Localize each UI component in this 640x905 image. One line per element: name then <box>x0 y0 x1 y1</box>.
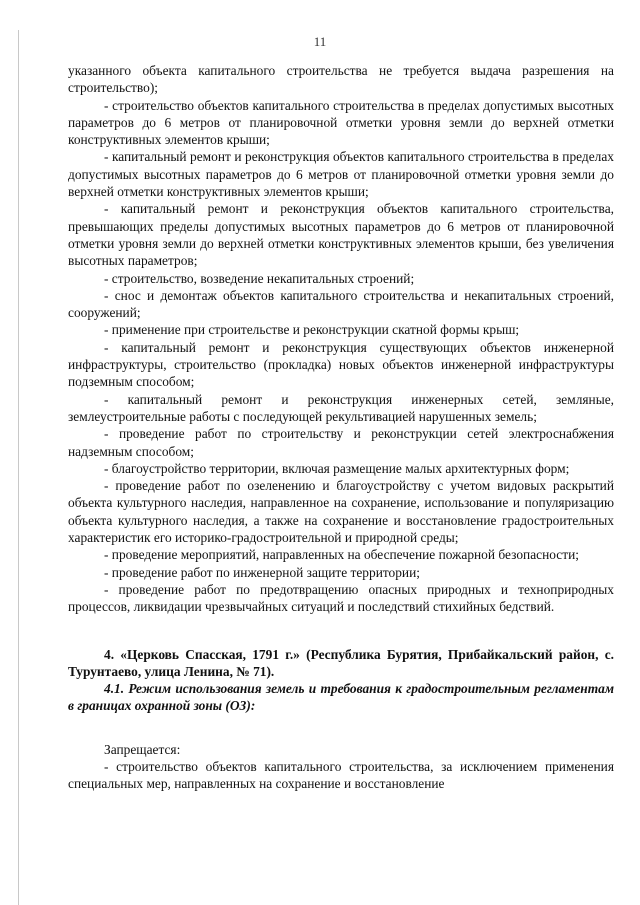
prohibited-label: Запрещается: <box>104 741 181 757</box>
list-item: - благоустройство территории, включая размещение малых архитектурных форм; <box>104 460 570 476</box>
section-heading: 4. «Церковь Спасская, 1791 г.» (Республика Бурятия, Прибайкальский район, с. Турунтаево, улица Ленина, № 71). <box>68 646 614 679</box>
list-item: - капитальный ремонт и реконструкция инженерных сетей, земляные, землеустроительные работы с последующей рекультивацией нарушенных земель; <box>68 391 614 424</box>
paragraph-continuation: указанного объекта капитального строительства не требуется выдача разрешения на строительство); <box>68 63 614 96</box>
page-number: 11 <box>313 34 327 49</box>
binding-line <box>18 30 19 905</box>
spacer <box>68 715 614 741</box>
list-item: - строительство, возведение некапитальных строений; <box>104 270 415 286</box>
list-item: - капитальный ремонт и реконструкция существующих объектов инженерной инфраструктуры, строительство (прокладка) новых объектов инженерной инфраструктуры подземным способом; <box>68 339 614 390</box>
list-item: - применение при строительстве и реконструкции скатной формы крыш; <box>104 322 520 338</box>
document-body <box>68 62 614 793</box>
list-item: - строительство объектов капитального строительства в пределах допустимых высотных параметров до 6 метров от планировочной отметки уровня земли до верхней отметки конструктивных элементов крыши; <box>68 97 614 148</box>
list-item: - капитальный ремонт и реконструкция объектов капитального строительства в пределах допустимых высотных параметров до 6 метров от планировочной отметки уровня земли до верхней отметки конструктивных элементов крыши; <box>68 149 614 200</box>
list-item: - проведение работ по предотвращению опасных природных и техноприродных процессов, ликвидации чрезвычайных ситуаций и последствий стихийных бедствий. <box>68 581 614 615</box>
list-item: - проведение работ по строительству и реконструкции сетей электроснабжения надземным способом; <box>68 426 614 459</box>
list-item: - капитальный ремонт и реконструкция объектов капитального строительства, превышающих пределы допустимых высотных параметров до 6 метров от планировочной отметки уровня земли до верхней отметки конструктивных элементов крыши, без увеличения высотных параметров; <box>68 201 614 269</box>
spacer <box>68 616 614 646</box>
subsection-heading: 4.1. Режим использования земель и требования к градостроительным регламентам в границах охранной зоны (ОЗ): <box>68 681 614 714</box>
list-item: - проведение работ по озеленению и благоустройству с учетом видовых раскрытий объекта культурного наследия, направленное на сохранение, использование и популяризацию объекта культурного наследия, а также на сохранение и восстановление градостроительных характеристик его историко-градостроительной и природной среды; <box>68 478 614 546</box>
list-item: - проведение мероприятий, направленных на обеспечение пожарной безопасности; <box>104 547 579 563</box>
list-item: - строительство объектов капитального строительства, за исключением применения специальных мер, направленных на сохранение и восстановление <box>68 758 614 792</box>
list-item: - проведение работ по инженерной защите территории; <box>104 564 420 580</box>
list-item: - снос и демонтаж объектов капитального строительства и некапитальных строений, сооружений; <box>68 287 614 321</box>
